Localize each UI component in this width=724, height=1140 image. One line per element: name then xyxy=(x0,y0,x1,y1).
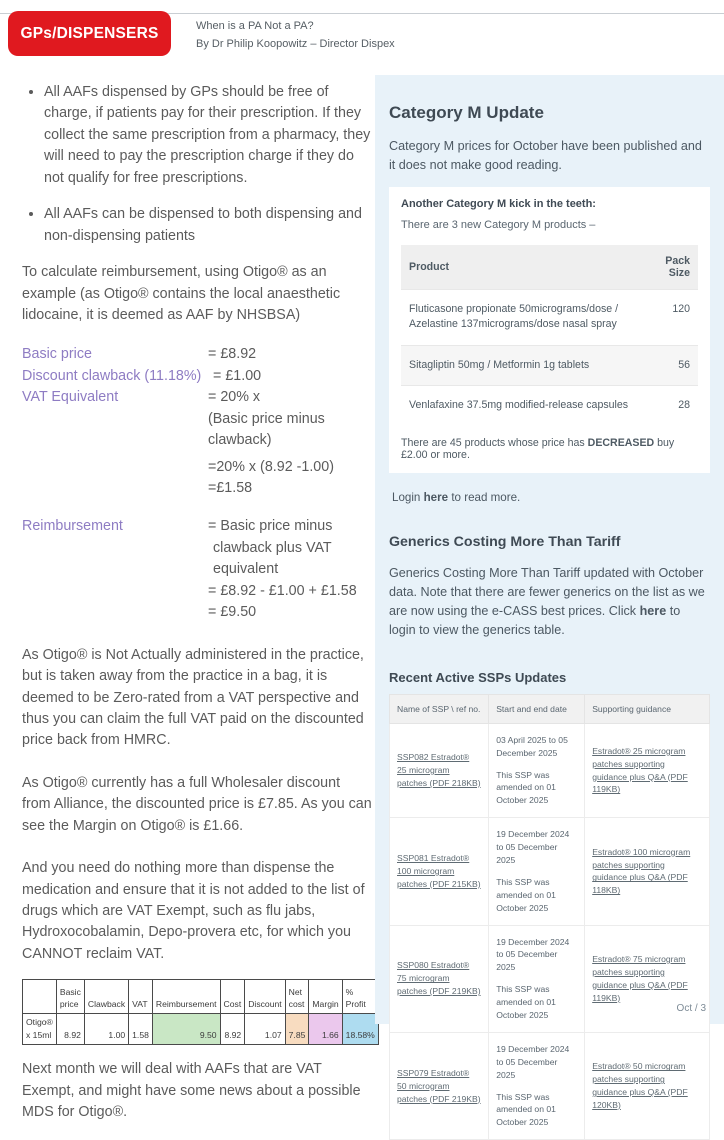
category-m-panel xyxy=(375,75,724,1128)
margin-col-discount: Discount xyxy=(245,980,285,1014)
aaf-bullet-list xyxy=(22,82,372,247)
generics-title: Generics Costing More Than Tariff xyxy=(389,534,621,551)
calc-value-reimbursement: = Basic price minus xyxy=(208,518,333,535)
margin-col-clawback: Clawback xyxy=(84,980,128,1014)
ssp-guidance-link[interactable]: Estradot® 25 microgram patches supporting guidance plus Q&A (PDF 119KB) xyxy=(592,745,688,795)
product-column-header: Product xyxy=(401,245,646,290)
generics-body xyxy=(389,564,710,640)
product-row xyxy=(401,289,698,345)
article-header xyxy=(196,17,395,53)
calc-vat-line3: =20% x (8.92 -1.00) xyxy=(208,458,334,475)
margin-row-label: Otigo® x 15ml xyxy=(23,1014,57,1045)
margin-clawback-value: 1.00 xyxy=(84,1014,128,1045)
margin-col-net-cost: Net cost xyxy=(285,980,309,1014)
category-m-product-table xyxy=(401,245,698,425)
margin-col-margin: Margin xyxy=(309,980,342,1014)
section-badge xyxy=(8,11,171,56)
ssp-date-range: 19 December 2024 to 05 December 2025 xyxy=(496,1043,570,1080)
generics-body-post: to login to view the generics table. xyxy=(389,604,681,637)
ssp-guidance-link[interactable]: Estradot® 100 microgram patches supporting guidance plus Q&A (PDF 118KB) xyxy=(592,846,691,896)
ssp-row xyxy=(390,818,710,925)
ssp-updates-title: Recent Active SSPs Updates xyxy=(389,669,567,685)
margin-table-header-row xyxy=(23,980,379,1014)
calc-value-clawback: = £1.00 xyxy=(213,367,262,384)
decreased-note-post: buy £2.00 or more. xyxy=(401,437,675,462)
reimbursement-calculation xyxy=(22,344,372,623)
calc-value-basic-price: = £8.92 xyxy=(208,346,257,363)
product-name: Fluticasone propionate 50micrograms/dose / Azelastine 137micrograms/dose nasal spray xyxy=(401,289,646,345)
ssp-amended-note: This SSP was amended on 01 October 2025 xyxy=(496,984,556,1021)
ssp-table xyxy=(389,694,710,1140)
ssp-name-link[interactable]: SSP082 Estradot® 25 microgram patches (PDF 218KB) xyxy=(397,752,481,788)
ssp-name-link[interactable]: SSP080 Estradot® 75 microgram patches (PDF 219KB) xyxy=(397,960,481,997)
decreased-note xyxy=(401,437,698,461)
margin-profit-value: 18.58% xyxy=(342,1014,378,1045)
margin-vat-value: 1.58 xyxy=(129,1014,153,1045)
margin-col-vat: VAT xyxy=(129,980,153,1014)
margin-margin-value: 1.66 xyxy=(309,1014,342,1045)
ssp-date-range: 19 December 2024 to 05 December 2025 xyxy=(496,936,570,973)
pack-size-value: 28 xyxy=(646,385,698,425)
margin-reimbursement-value: 9.50 xyxy=(152,1014,220,1045)
closing-paragraph: Next month we will deal with AAFs that are VAT Exempt, and might have some news about a possible MDS for Otigo®. xyxy=(22,1061,361,1120)
ssp-row xyxy=(390,925,710,1032)
pack-size-value: 56 xyxy=(646,345,698,385)
calc-reimb-line4: = £9.50 xyxy=(208,604,257,621)
calc-label-clawback: Discount clawback (11.18%) xyxy=(22,367,202,384)
vat-zero-rated-paragraph: As Otigo® is Not Actually administered in the practice, but is taken away from the practice in a bag, it is deemed to be Zero-rated from a VAT perspective and thus you can claim the full VAT paid on the discounted price back from HMRC. xyxy=(22,646,364,749)
margin-col-blank xyxy=(23,980,57,1014)
decreased-note-bold: DECREASED xyxy=(587,437,655,450)
generics-body-pre: Generics Costing More Than Tariff updated with October data. Note that there are fewer generics on the list as we are now using the e-CASS best prices. Click xyxy=(389,566,705,618)
login-here-link[interactable]: here xyxy=(423,491,449,505)
calc-label-reimbursement: Reimbursement xyxy=(22,518,123,535)
bullet-item: • All AAFs dispensed by GPs should be free of charge, if patients pay for their prescription. If they collect the same prescription from a pharmacy, they will need to pay the prescription charge if they do not qualify for free prescriptions. xyxy=(44,82,372,189)
pack-size-value: 120 xyxy=(646,289,698,345)
calc-value-vat: = 20% x xyxy=(208,389,261,406)
login-line-post: to read more. xyxy=(448,491,521,505)
ssp-col-name: Name of SSP \ ref no. xyxy=(390,694,489,723)
product-row xyxy=(401,385,698,425)
calc-label-vat: VAT Equivalent xyxy=(22,389,119,406)
page-number: Oct / 3 xyxy=(676,1003,706,1014)
login-line xyxy=(389,491,710,504)
generics-here-link[interactable]: here xyxy=(639,604,667,618)
ssp-amended-note: This SSP was amended on 01 October 2025 xyxy=(496,1091,556,1128)
ssp-guidance-link[interactable]: Estradot® 75 microgram patches supporting guidance plus Q&A (PDF 119KB) xyxy=(592,953,688,1003)
ssp-amended-note: This SSP was amended on 01 October 2025 xyxy=(496,876,556,913)
article-byline: By Dr Philip Koopowitz – Director Dispex xyxy=(196,38,395,51)
kick-title: Another Category M kick in the teeth: xyxy=(401,197,596,210)
pack-size-column-header: Pack Size xyxy=(646,245,698,290)
ssp-name-link[interactable]: SSP079 Estradot® 50 microgram patches (PDF 219KB) xyxy=(397,1067,481,1104)
product-table-header-row xyxy=(401,245,698,290)
ssp-col-guidance: Supporting guidance xyxy=(585,694,710,723)
ssp-amended-note: This SSP was amended on 01 October 2025 xyxy=(496,769,556,806)
ssp-col-date: Start and end date xyxy=(489,694,585,723)
calc-intro-paragraph: To calculate reimbursement, using Otigo® as an example (as Otigo® contains the local anaesthetic lidocaine, it is deemed as AAF by NHSBSA) xyxy=(22,264,341,323)
article-body xyxy=(22,82,375,1123)
margin-cost-value: 8.92 xyxy=(220,1014,245,1045)
section-badge-label: GPs/DISPENSERS xyxy=(20,24,159,42)
calc-label-basic-price: Basic price xyxy=(22,346,92,363)
margin-col-reimbursement: Reimbursement xyxy=(152,980,220,1014)
vat-exempt-paragraph: And you need do nothing more than dispense the medication and ensure that it is not added to the list of drugs which are VAT Exempt, such as flu jabs, Hydroxocobalamin, Depo-provera etc, for which you CANNOT reclaim VAT. xyxy=(22,860,365,962)
margin-col-cost: Cost xyxy=(220,980,245,1014)
calc-reimb-line3: = £8.92 - £1.00 + £1.58 xyxy=(208,582,357,599)
category-m-title: Category M Update xyxy=(389,103,544,122)
ssp-name-link[interactable]: SSP081 Estradot® 100 microgram patches (PDF 215KB) xyxy=(397,853,481,889)
otigo-margin-table xyxy=(22,979,379,1045)
decreased-note-pre: There are 45 products whose price has xyxy=(401,437,588,450)
product-name: Venlafaxine 37.5mg modified-release capsules xyxy=(401,385,646,425)
margin-net-cost-value: 7.85 xyxy=(285,1014,309,1045)
product-row xyxy=(401,345,698,385)
margin-col-profit: % Profit xyxy=(342,980,378,1014)
margin-col-basic-price: Basic price xyxy=(56,980,84,1014)
bullet-item: • All AAFs can be dispensed to both dispensing and non-dispensing patients xyxy=(44,204,372,247)
kick-subtitle: There are 3 new Category M products – xyxy=(401,218,596,231)
calc-vat-line4: =£1.58 xyxy=(208,480,253,496)
article-title: When is a PA Not a PA? xyxy=(196,20,314,32)
ssp-date-range: 03 April 2025 to 05 December 2025 xyxy=(496,734,568,758)
login-line-pre: Login xyxy=(392,491,424,505)
ssp-guidance-link[interactable]: Estradot® 50 microgram patches supporting guidance plus Q&A (PDF 120KB) xyxy=(592,1061,688,1110)
margin-discount-value: 1.07 xyxy=(245,1014,285,1045)
product-name: Sitagliptin 50mg / Metformin 1g tablets xyxy=(401,345,646,385)
margin-basic-price-value: 8.92 xyxy=(56,1014,84,1045)
calc-vat-line2: (Basic price minus clawback) xyxy=(208,410,325,449)
category-m-intro: Category M prices for October have been published and it does not make good reading. xyxy=(389,139,702,172)
ssp-row xyxy=(390,723,710,817)
margin-table-data-row xyxy=(23,1014,379,1045)
calc-reimb-line2: clawback plus VAT equivalent xyxy=(213,539,332,578)
ssp-date-range: 19 December 2024 to 05 December 2025 xyxy=(496,829,570,866)
ssp-header-row xyxy=(390,694,710,723)
wholesaler-discount-paragraph: As Otigo® currently has a full Wholesaler discount from Alliance, the discounted price is £7.85. As you can see the Margin on Otigo® is £1.66. xyxy=(22,774,372,834)
category-m-card xyxy=(389,187,710,473)
ssp-row xyxy=(390,1032,710,1139)
